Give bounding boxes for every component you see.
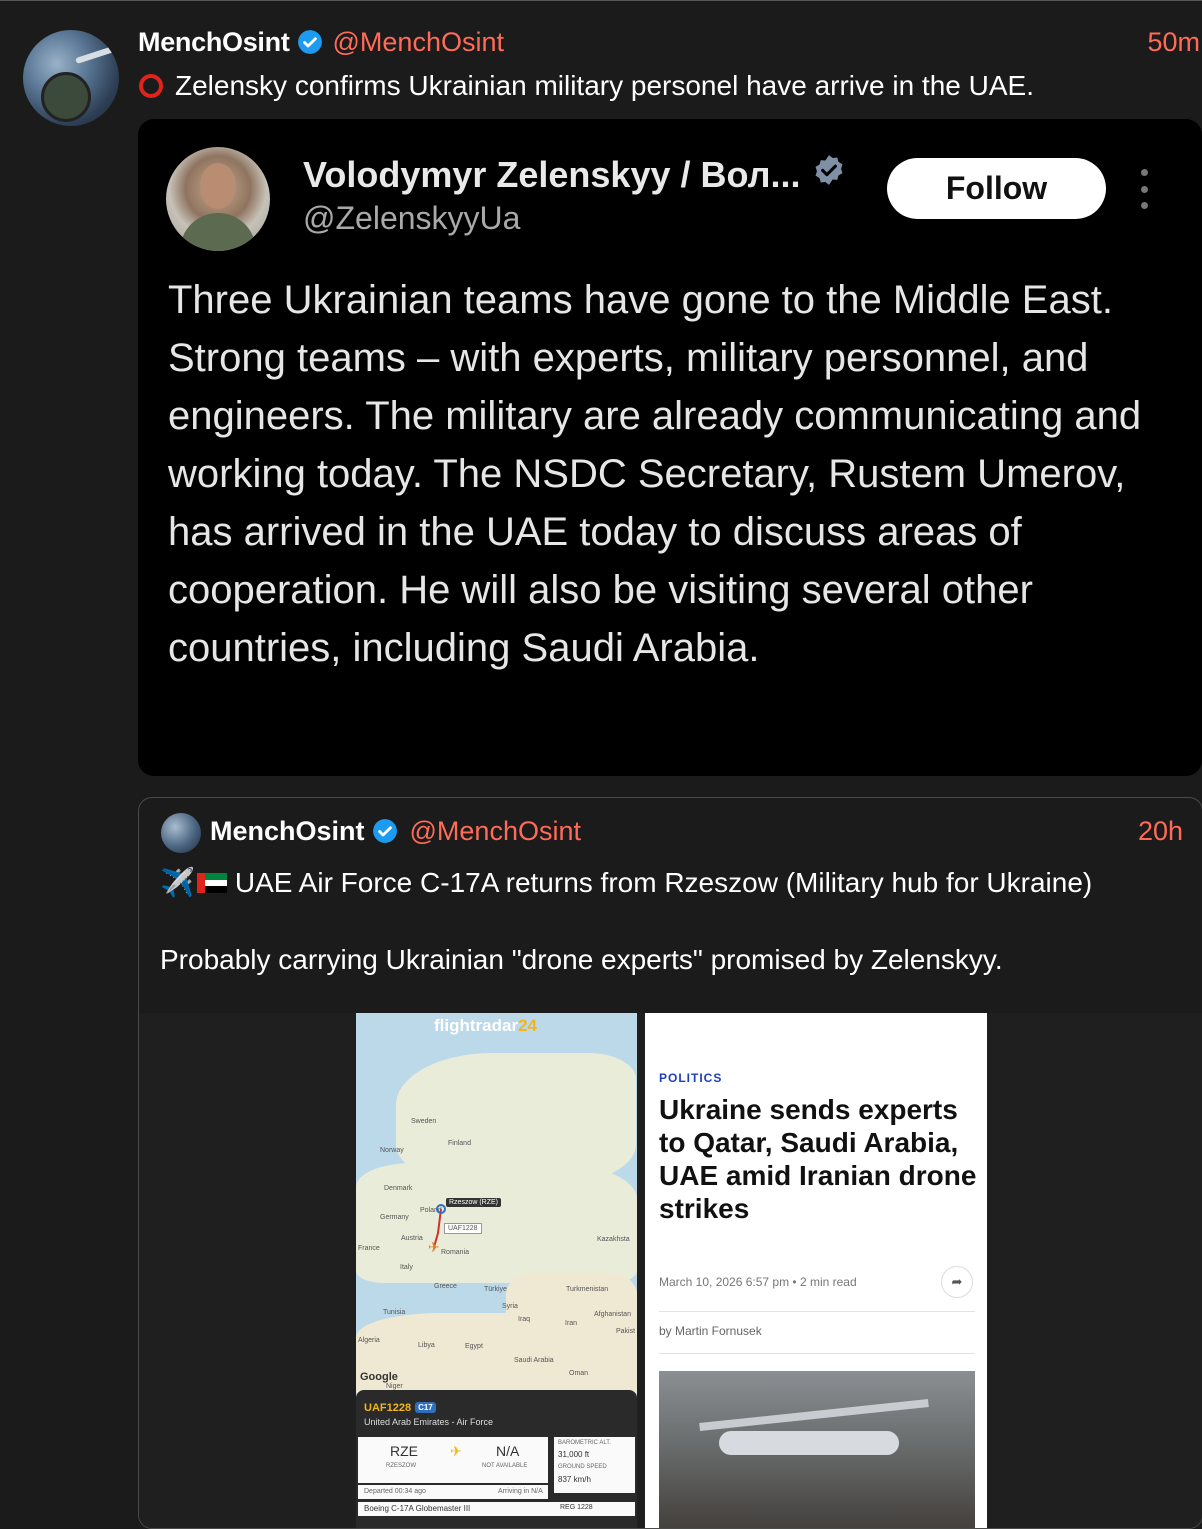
route-card bbox=[358, 1437, 548, 1483]
uae-flag-icon bbox=[197, 873, 227, 893]
article-title: Ukraine sends experts to Qatar, Saudi Arabia, UAE amid Iranian drone strikes bbox=[659, 1094, 977, 1224]
quoted-verified-badge-icon bbox=[372, 818, 398, 844]
quoted-text-line1 bbox=[160, 866, 1092, 899]
author-handle[interactable]: @MenchOsint bbox=[332, 26, 504, 57]
embedded-author-handle: @ZelenskyyUa bbox=[303, 200, 521, 236]
speed-value: 837 km/h bbox=[558, 1475, 591, 1484]
verified-badge-icon bbox=[297, 29, 323, 55]
embedded-screenshot[interactable] bbox=[138, 119, 1202, 776]
speed-label: GROUND SPEED bbox=[558, 1464, 607, 1470]
embedded-author-name-text: Volodymyr Zelenskyy / Вол... bbox=[303, 153, 801, 195]
airplane-emoji-icon: ✈️ bbox=[160, 867, 195, 898]
origin-code: RZE bbox=[390, 1443, 418, 1459]
google-logo: Google bbox=[360, 1371, 398, 1383]
flight-callsign: UAF1228 C17 bbox=[364, 1402, 436, 1414]
author-name[interactable]: MenchOsint bbox=[138, 26, 290, 57]
departure-row: Departed 00:34 ago Arriving in N/A bbox=[358, 1485, 548, 1499]
quoted-tweet-header bbox=[210, 814, 1202, 848]
embedded-author-name bbox=[303, 153, 846, 196]
rzeszow-tag: Rzeszow (RZE) bbox=[446, 1198, 501, 1207]
jet-graphic bbox=[75, 46, 115, 64]
article-byline: by Martin Fornusek bbox=[659, 1324, 762, 1338]
author-avatar[interactable] bbox=[23, 30, 119, 126]
follow-button: Follow bbox=[887, 158, 1106, 219]
tweet-text bbox=[138, 70, 1034, 102]
quoted-tweet[interactable] bbox=[138, 797, 1202, 1529]
destination-code: N/A bbox=[496, 1443, 520, 1459]
aircraft-row: Boeing C-17A Globemaster III REG 1228 bbox=[358, 1502, 635, 1516]
tweet-timestamp[interactable]: 50m bbox=[1147, 26, 1200, 57]
quoted-author-handle[interactable]: @MenchOsint bbox=[409, 815, 581, 846]
aircraft-marker-icon: ✈ bbox=[428, 1239, 440, 1255]
share-icon: ➦ bbox=[941, 1266, 973, 1298]
flight-stats-card bbox=[554, 1437, 635, 1493]
news-article-image[interactable] bbox=[645, 1013, 987, 1529]
avatar-shirt bbox=[180, 213, 256, 251]
origin-name: RZESZOW bbox=[386, 1463, 416, 1469]
route-plane-icon: ✈ bbox=[450, 1443, 462, 1459]
article-meta: March 10, 2026 6:57 pm • 2 min read bbox=[659, 1275, 857, 1289]
quoted-timestamp[interactable]: 20h bbox=[1137, 815, 1183, 846]
more-options-icon bbox=[1139, 169, 1149, 209]
tweet-header bbox=[138, 26, 1202, 58]
flightradar-logo: flightradar24 bbox=[434, 1016, 537, 1035]
divider bbox=[659, 1311, 975, 1312]
destination-name: NOT AVAILABLE bbox=[482, 1463, 528, 1469]
flight-tag: UAF1228 bbox=[444, 1223, 482, 1234]
aircraft-type-badge: C17 bbox=[415, 1402, 436, 1413]
tweet-text-content: Zelensky confirms Ukrainian military personel have arrive in the UAE. bbox=[175, 70, 1034, 101]
quoted-author-avatar[interactable] bbox=[161, 813, 201, 853]
airline-name: United Arab Emirates - Air Force bbox=[364, 1417, 494, 1427]
quoted-author-name[interactable]: MenchOsint bbox=[210, 815, 365, 846]
flight-info-panel bbox=[356, 1390, 637, 1529]
quoted-text-line1-content: UAE Air Force C-17A returns from Rzeszow (Military hub for Ukraine) bbox=[234, 866, 1093, 898]
article-category: POLITICS bbox=[659, 1071, 723, 1085]
avatar-head bbox=[200, 163, 236, 209]
zelenskyy-avatar bbox=[166, 147, 270, 251]
divider bbox=[659, 1353, 975, 1354]
flightradar-map-image[interactable]: flightradar24 Sweden Finland Norway Denmark Poland Germany Austria Romania France Italy Greece Türkiye Syria Iraq Iran Tunisia Libya Egypt Algeria Saudi Arabia Oman Kazakhsta Turkmenistan Afghanistan Pakist Niger Rzeszow (RZE) UAF1228 ✈ Google UAF1228 C17 United Arab Emirates - Air Force RZE RZESZOW ✈ N/A NOT AVAILABLE BAROMETRIC ALT. 31,000 ft GROUND SPEED 837 km/h Departed 00:34 ago Arriving in N/A Boeing C-17A Globemaster III REG 1228 bbox=[356, 1013, 637, 1529]
quoted-media bbox=[139, 1013, 1202, 1529]
quoted-text-line2: Probably carrying Ukrainian "drone experts" promised by Zelenskyy. bbox=[160, 944, 1003, 975]
red-circle-icon bbox=[139, 74, 163, 98]
article-photo bbox=[659, 1371, 975, 1529]
embedded-verified-icon bbox=[812, 153, 846, 196]
embedded-tweet-text: Three Ukrainian teams have gone to the Middle East. Strong teams – with experts, military personnel, and engineers. The military are already communicating and working today. The NSDC Secretary, Rustem Umerov, has arrived in the UAE today to discuss areas of cooperation. He will also be visiting several other countries, including Saudi Arabia. bbox=[168, 278, 1142, 670]
baro-value: 31,000 ft bbox=[558, 1450, 590, 1459]
baro-label: BAROMETRIC ALT. bbox=[558, 1440, 611, 1446]
pilot-graphic bbox=[41, 72, 91, 122]
